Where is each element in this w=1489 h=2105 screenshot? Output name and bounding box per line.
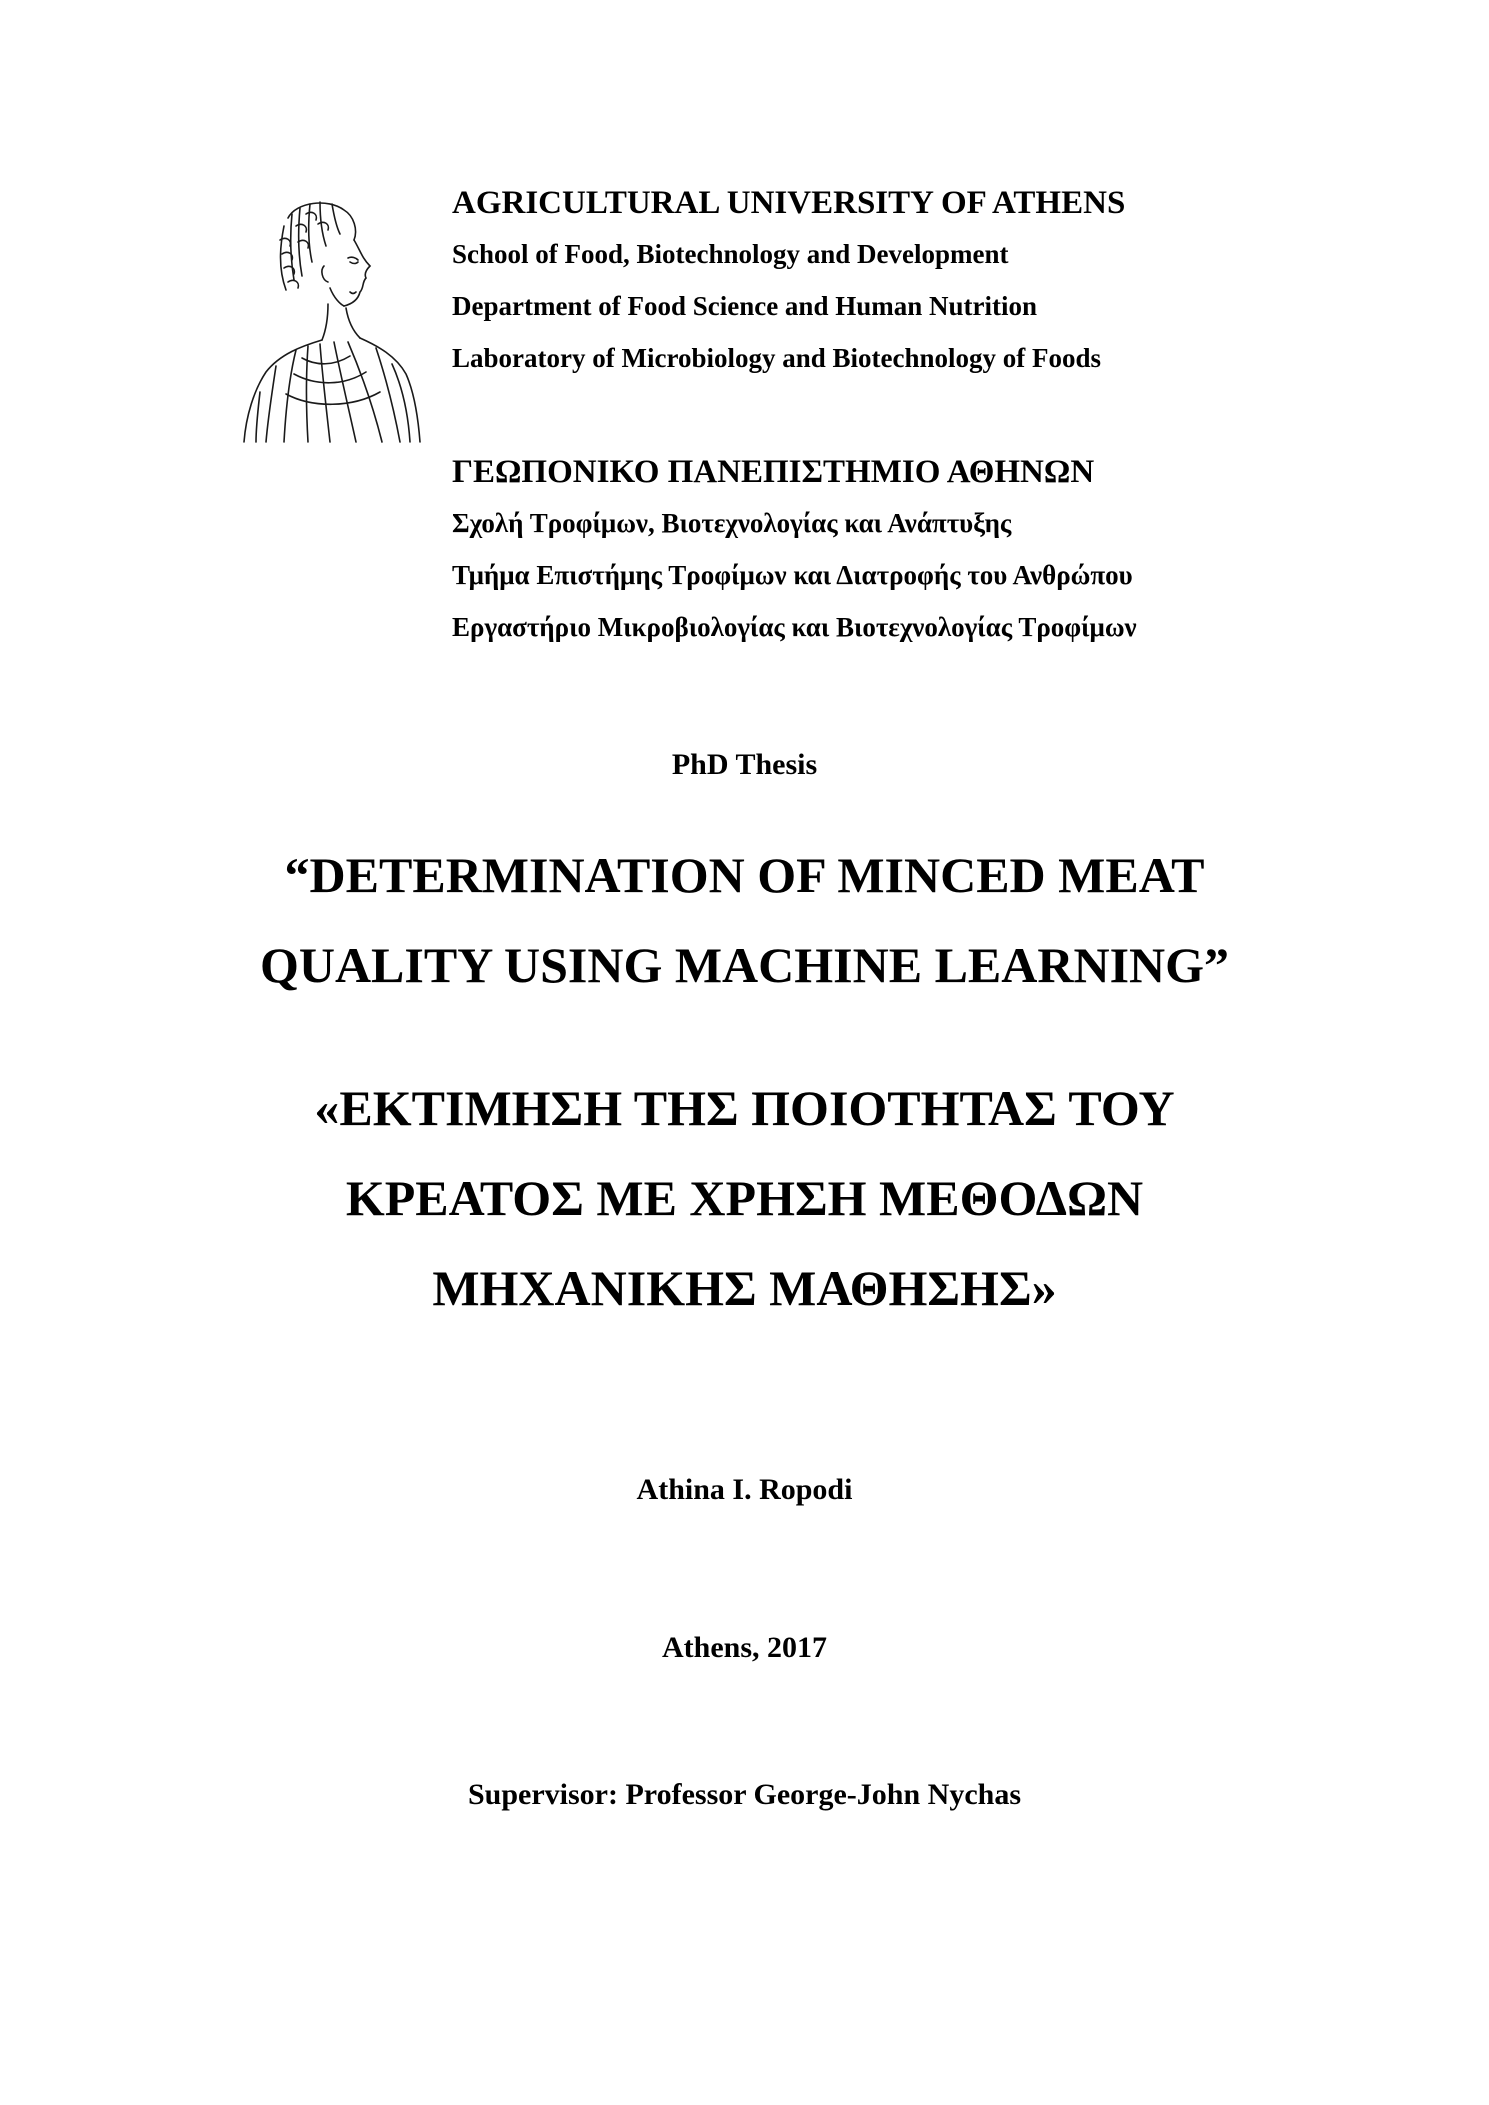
thesis-title-greek (0, 1063, 1489, 1333)
university-name-greek: ΓΕΩΠΟΝΙΚΟ ΠΑΝΕΠΙΣΤΗΜΙΟ ΑΘΗΝΩΝ (452, 454, 1095, 490)
thesis-title-english (0, 830, 1489, 1010)
supervisor: Supervisor: Professor George-John Nychas (467, 1778, 1021, 1811)
school-name-greek: Σχολή Τροφίμων, Βιοτεχνολογίας και Ανάπτυξης (452, 508, 1012, 538)
english-header (452, 178, 1125, 384)
thesis-title-english-line-1: “DETERMINATION OF MINCED MEAT (284, 847, 1205, 903)
school-name-english: School of Food, Biotechnology and Development (452, 239, 1009, 269)
thesis-title-greek-line-3: ΜΗΧΑΝΙΚΗΣ ΜΑΘΗΣΗΣ» (432, 1260, 1057, 1316)
university-name-english: AGRICULTURAL UNIVERSITY OF ATHENS (452, 185, 1126, 221)
department-name-english: Department of Food Science and Human Nutrition (452, 291, 1037, 321)
document-type: PhD Thesis (671, 748, 818, 781)
university-emblem-bust-icon (236, 196, 426, 446)
department-name-greek: Τμήμα Επιστήμης Τροφίμων και Διατροφής του Ανθρώπου (452, 560, 1133, 590)
thesis-title-greek-line-1: «ΕΚΤΙΜΗΣΗ ΤΗΣ ΠΟΙΟΤΗΤΑΣ ΤΟΥ (314, 1080, 1175, 1136)
greek-header (452, 447, 1137, 653)
laboratory-name-greek: Εργαστήριο Μικροβιολογίας και Βιοτεχνολογίας Τροφίμων (452, 612, 1137, 642)
author-name: Athina I. Ropodi (636, 1473, 853, 1506)
thesis-title-greek-line-2: ΚΡΕΑΤΟΣ ΜΕ ΧΡΗΣΗ ΜΕΘΟΔΩΝ (345, 1170, 1144, 1226)
thesis-title-english-line-2: QUALITY USING MACHINE LEARNING” (259, 937, 1230, 993)
place-and-date: Athens, 2017 (661, 1631, 827, 1664)
laboratory-name-english: Laboratory of Microbiology and Biotechnology of Foods (452, 343, 1102, 373)
